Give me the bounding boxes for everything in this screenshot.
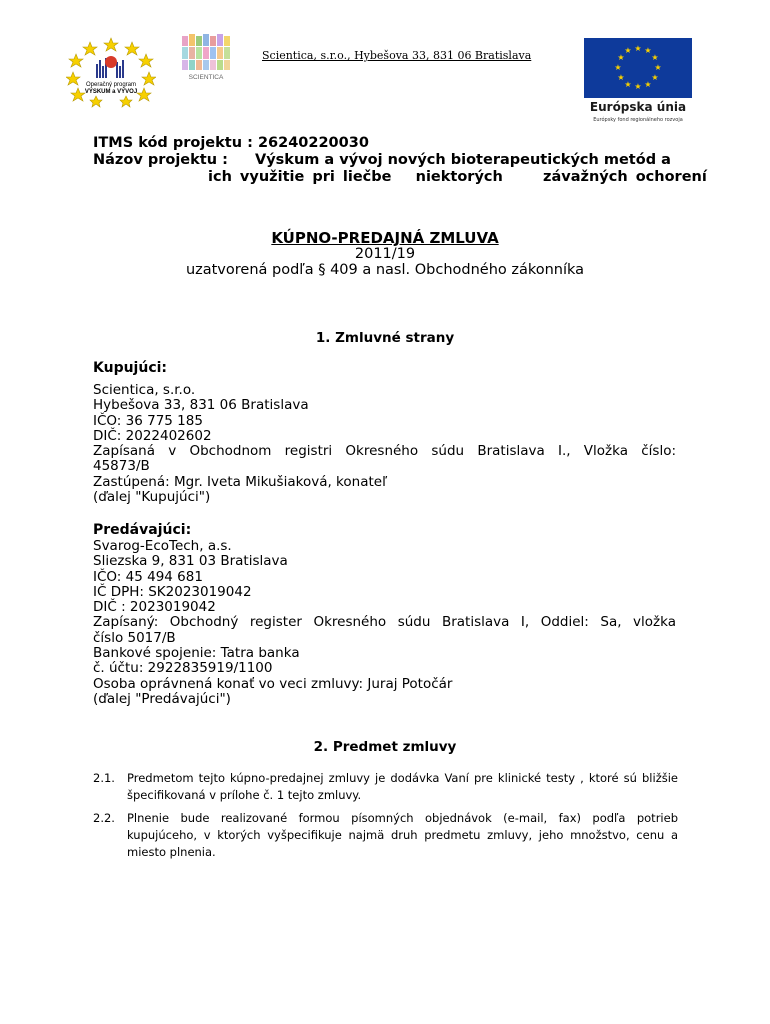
buyer-details — [93, 383, 676, 505]
buyer-heading: Kupujúci: — [93, 360, 168, 376]
seller-line: Sliezska 9, 831 03 Bratislava — [93, 553, 288, 570]
buyer-line: Zapísaná v Obchodnom registri Okresného súdu Bratislava I., Vložka číslo: — [93, 443, 676, 460]
buyer-line: Zastúpená: Mgr. Iveta Mikušiaková, konateľ — [93, 473, 388, 490]
scientica-logo — [178, 34, 238, 84]
itms-code: ITMS kód projektu : 26240220030 — [93, 135, 369, 151]
seller-line: Bankové spojenie: Tatra banka — [93, 645, 300, 662]
svg-text:★: ★ — [651, 53, 659, 62]
seller-line: Svarog-EcoTech, a.s. — [93, 538, 232, 554]
document-subtitle: uzatvorená podľa § 409 a nasl. Obchodného zákonníka — [185, 262, 585, 278]
seller-line: IČ DPH: SK2023019042 — [93, 583, 252, 600]
eu-subtitle: Európsky fond regionálneho rozvoja — [593, 117, 683, 123]
svg-text:★: ★ — [614, 63, 622, 72]
section-2-title: 2. Predmet zmluvy — [313, 739, 457, 755]
buyer-line: Hybešova 33, 831 06 Bratislava — [93, 397, 309, 414]
eu-logo — [584, 38, 692, 124]
buyer-line: Scientica, s.r.o. — [93, 382, 196, 398]
svg-text:★: ★ — [651, 73, 659, 82]
svg-text:★: ★ — [634, 44, 642, 53]
clause-2-1 — [93, 770, 678, 806]
svg-text:★: ★ — [617, 53, 625, 62]
seller-heading: Predávajúci: — [93, 522, 192, 538]
buyer-line: DIČ: 2022402602 — [93, 427, 212, 444]
buyer-line: IČO: 36 775 185 — [93, 412, 203, 429]
clause-2-2 — [93, 810, 678, 864]
project-name-line2: ich využitie pri liečbe niektorých závažných ochorení — [208, 169, 707, 185]
project-name-line1: Výskum a vývoj nových bioterapeutických metód a — [255, 152, 671, 168]
clause-text: Plnenie bude realizované formou písomných objednávok (e-mail, fax) podľa potrieb kupujúceho, v ktorých vyšpecifikuje najmä druh predmetu zmluvy, jeho množstvo, cenu a miesto plnenia. — [127, 811, 678, 859]
clause-number: 2.2. — [93, 811, 115, 825]
seller-line: číslo 5017/B — [93, 629, 176, 646]
clause-text: Predmetom tejto kúpno-predajnej zmluvy je dodávka Vaní pre klinické testy , ktoré sú bližšie špecifikovaná v prílohe č. 1 tejto zmluvy. — [127, 771, 678, 802]
seller-line: DIČ : 2023019042 — [93, 599, 216, 616]
svg-text:SCIENTICA: SCIENTICA — [188, 74, 224, 81]
document-number: 2011/19 — [354, 246, 416, 262]
svg-text:★: ★ — [644, 46, 652, 55]
svg-text:★: ★ — [617, 73, 625, 82]
svg-text:★: ★ — [654, 63, 662, 72]
logo-text: Operačný program — [85, 82, 137, 88]
seller-line: č. účtu: 2922835919/1100 — [93, 660, 273, 677]
section-1-title: 1. Zmluvné strany — [315, 330, 455, 346]
project-name-label: Názov projektu : — [93, 152, 228, 168]
document-title: KÚPNO-PREDAJNÁ ZMLUVA — [271, 229, 499, 247]
clause-number: 2.1. — [93, 771, 115, 785]
svg-text:★: ★ — [624, 46, 632, 55]
header-address: Scientica, s.r.o., Hybešova 33, 831 06 Bratislava — [262, 49, 532, 62]
eu-title: Európska únia — [589, 100, 687, 114]
svg-text:★: ★ — [624, 80, 632, 89]
seller-line: IČO: 45 494 681 — [93, 568, 203, 585]
svg-text:★: ★ — [634, 82, 642, 91]
svg-text:★: ★ — [644, 80, 652, 89]
seller-details — [93, 539, 676, 707]
buyer-line: 45873/B — [93, 458, 150, 475]
svg-text:VÝSKUM a VÝVOJ: VÝSKUM a VÝVOJ — [84, 89, 138, 95]
eu-flag-icon — [584, 38, 692, 98]
seller-line: (ďalej "Predávajúci") — [93, 690, 231, 707]
operational-program-logo — [66, 36, 156, 108]
seller-line: Osoba oprávnená konať vo veci zmluvy: Juraj Potočár — [93, 675, 453, 692]
buyer-line: (ďalej "Kupujúci") — [93, 489, 211, 506]
seller-line: Zapísaný: Obchodný register Okresného súdu Bratislava I, Oddiel: Sa, vložka — [93, 614, 676, 631]
